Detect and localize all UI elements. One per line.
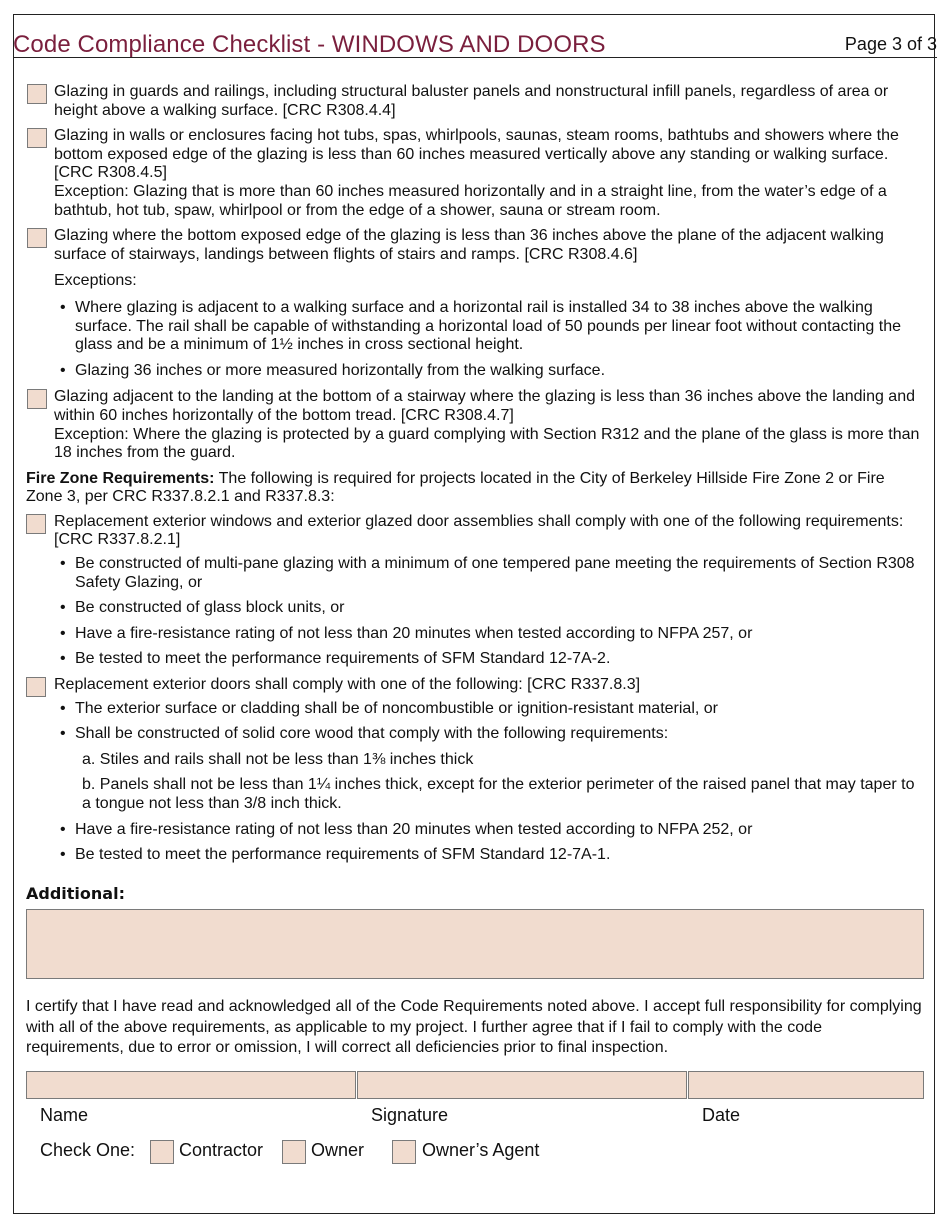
check-one-label: Check One: [40, 1140, 136, 1160]
checklist-item-fire-doors [26, 676, 920, 695]
item-text: Glazing where the bottom exposed edge of the glazing is less than 36 inches above the plane of the adjacent walking surface of stairways, landings between flights of stairs and ramps. [CRC R308.4.6] [54, 227, 884, 263]
sub-item: b. Panels shall not be less than 1¼ inches thick, except for the exterior perimeter of the raised panel that may taper to a tongue not less than 3/8 inch thick. [82, 776, 915, 812]
list-item: • Be constructed of glass block units, or [26, 599, 920, 618]
item-exception: Exception: Glazing that is more than 60 inches measured horizontally and in a straight line, from the water’s edge of a bathtub, hot tub, spaw, whirlpool or from the edge of a shower, sauna or stream room. [54, 182, 887, 219]
checkbox-wet-locations[interactable] [27, 128, 47, 148]
checkbox-owner[interactable] [282, 1140, 306, 1164]
stairs-exceptions-list [26, 299, 920, 380]
page-number: Page 3 of 3 [844, 34, 937, 54]
list-item: • Be tested to meet the performance requirements of SFM Standard 12-7A-1. [26, 846, 920, 865]
item-text: Glazing in walls or enclosures facing hot tubs, spas, whirlpools, saunas, steam rooms, bathtubs and showers where the bottom exposed edge of the glazing is less than 60 inches measured vertically above any standing or walking surface. [CRC R308.4.5] [54, 127, 899, 182]
checkbox-landing[interactable] [27, 389, 47, 409]
list-item: • Have a fire-resistance rating of not less than 20 minutes when tested according to NFPA 257, or [26, 625, 920, 644]
item-text: Glazing in guards and railings, including structural baluster panels and nonstructural infill panels, regardless of area or height above a walking surface. [CRC R308.4.4] [54, 83, 889, 119]
contractor-label: Contractor [179, 1140, 264, 1160]
name-label: Name [40, 1105, 89, 1125]
fire-doors-list [26, 700, 920, 744]
item-text: Replacement exterior doors shall comply with one of the following: [CRC R337.8.3] [54, 676, 641, 694]
exceptions-label: Exceptions: [54, 272, 137, 290]
list-item: • Be tested to meet the performance requirements of SFM Standard 12-7A-2. [26, 650, 920, 669]
fire-zone-intro [26, 470, 920, 507]
checklist-item-landing [26, 388, 920, 462]
checkbox-fire-doors[interactable] [26, 677, 46, 697]
page-title: Code Compliance Checklist - WINDOWS AND DOORS [13, 31, 606, 58]
checklist-item-fire-windows [26, 513, 920, 550]
owner-label: Owner [311, 1140, 365, 1160]
fire-windows-list [26, 555, 920, 669]
checkbox-owners-agent[interactable] [392, 1140, 416, 1164]
name-field[interactable] [26, 1071, 356, 1099]
additional-input[interactable] [26, 909, 924, 979]
list-item: • The exterior surface or cladding shall be of noncombustible or ignition-resistant material, or [26, 700, 920, 719]
date-label: Date [702, 1105, 741, 1125]
fire-doors-list-2 [26, 821, 920, 865]
list-item: • Where glazing is adjacent to a walking surface and a horizontal rail is installed 34 to 38 inches above the walking surface. The rail shall be capable of withstanding a horizontal load of 50 pounds per linear foot without contacting the glass and be a minimum of 1½ inches in cross sectional height. [26, 299, 920, 355]
checkbox-fire-windows[interactable] [26, 514, 46, 534]
checkbox-contractor[interactable] [150, 1140, 174, 1164]
list-item: • Shall be constructed of solid core wood that comply with the following requirements: [26, 725, 920, 744]
certification-text: I certify that I have read and acknowledged all of the Code Requirements noted above. I accept full responsibility for complying with all of the above requirements, as applicable to my project. I further agree that if I fail to comply with the code requirements, due to error or omission, I will correct all deficiencies prior to final inspection. [26, 998, 922, 1056]
owners-agent-label: Owner’s Agent [422, 1140, 540, 1160]
checklist-item-wet-locations [26, 127, 920, 220]
item-exception: Exception: Where the glazing is protected by a guard complying with Section R312 and the plane of the glass is more than 18 inches from the guard. [54, 425, 920, 462]
sub-item: a. Stiles and rails shall not be less than 1⅜ inches thick [82, 750, 474, 768]
additional-label: Additional: [26, 884, 125, 903]
checkbox-stairways[interactable] [27, 228, 47, 248]
item-text: Replacement exterior windows and exterior glazed door assemblies shall comply with one of the following requirements: [CRC R337.8.2.1] [54, 512, 904, 549]
list-item: • Have a fire-resistance rating of not less than 20 minutes when tested according to NFPA 252, or [26, 821, 920, 840]
item-text: Glazing adjacent to the landing at the bottom of a stairway where the glazing is less than 36 inches above the landing and within 60 inches horizontally of the bottom tread. [CRC R308.4.7] [54, 388, 915, 424]
list-item: • Be constructed of multi-pane glazing with a minimum of one tempered pane meeting the requirements of Section R308 Safety Glazing, or [26, 555, 920, 592]
list-item: • Glazing 36 inches or more measured horizontally from the walking surface. [26, 362, 920, 381]
header [13, 15, 937, 58]
date-field[interactable] [688, 1071, 924, 1099]
checklist [26, 83, 920, 872]
checkbox-guards[interactable] [27, 84, 47, 104]
fire-zone-text: The following is required for projects located in the City of Berkeley Hillside Fire Zone 2 or Fire Zone 3, per CRC R337.8.2.1 and R337.8.3: [26, 469, 885, 506]
fire-zone-label: Fire Zone Requirements: [26, 469, 215, 487]
checklist-item-guards [26, 83, 920, 120]
signature-field[interactable] [357, 1071, 687, 1099]
signature-label: Signature [371, 1105, 449, 1125]
checklist-item-stairways [26, 227, 920, 264]
